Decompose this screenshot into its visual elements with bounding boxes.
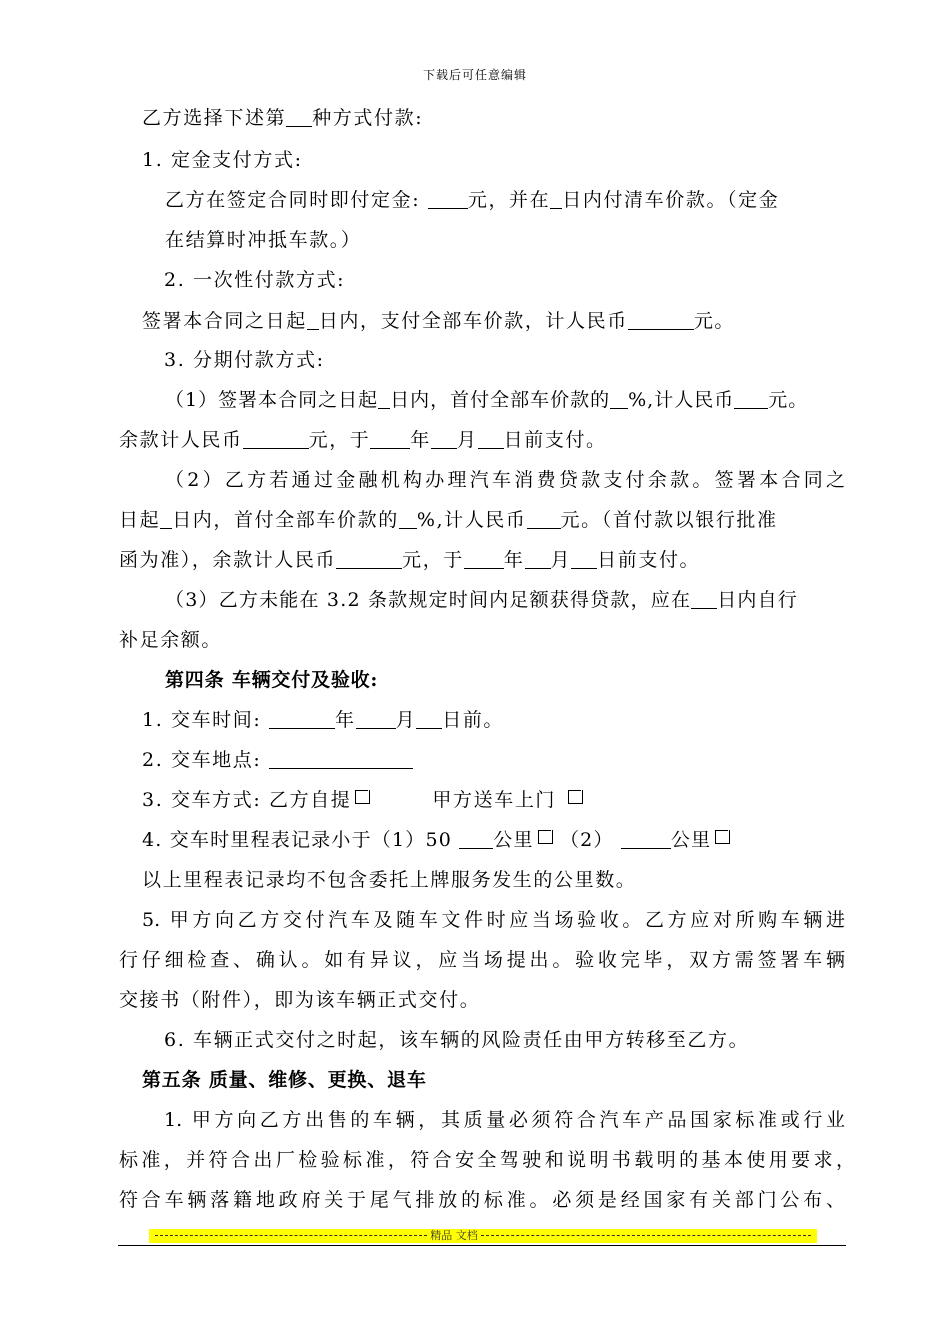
blank-field xyxy=(336,549,402,569)
blank-field xyxy=(269,709,335,729)
footer-watermark xyxy=(149,1229,817,1243)
text: 日前支付。 xyxy=(597,549,701,571)
text: 日前支付。 xyxy=(503,429,607,451)
blank-field xyxy=(370,429,410,449)
checkbox-icon xyxy=(568,790,583,804)
doc-line xyxy=(165,188,779,212)
text: 2. 交车地点: xyxy=(142,749,262,771)
blank-field xyxy=(431,429,457,449)
text: 年 xyxy=(410,429,432,451)
blank-field xyxy=(691,589,717,609)
doc-line xyxy=(165,388,808,412)
text: 日起 xyxy=(119,509,161,531)
blank-field xyxy=(734,389,768,409)
blank-field xyxy=(286,107,312,127)
doc-line: （2）乙方若通过金融机构办理汽车消费贷款支付余款。签署本合同之 xyxy=(165,469,845,491)
text: 日内，首付全部车价款的 xyxy=(390,389,611,411)
blank-field xyxy=(478,429,504,449)
text: 月 xyxy=(550,549,572,571)
doc-line xyxy=(119,548,700,572)
text: 公里 xyxy=(493,829,534,851)
blank-field xyxy=(628,310,694,330)
dashed-line xyxy=(155,1235,427,1236)
blank-field xyxy=(160,509,172,529)
blank-field xyxy=(428,189,468,209)
blank-field xyxy=(399,509,417,529)
blank-field xyxy=(527,509,561,529)
doc-line: 标准，并符合出厂检验标准，符合安全驾驶和说明书载明的基本使用要求， xyxy=(119,1149,855,1171)
blank-field xyxy=(571,549,597,569)
text: %,计人民币 xyxy=(628,389,735,411)
text: （2） xyxy=(559,829,614,851)
text: （3）乙方未能在 3.2 条款规定时间内足额获得贷款，应在 xyxy=(165,589,692,611)
blank-field xyxy=(610,389,628,409)
doc-line xyxy=(165,588,798,612)
text: 签署本合同之日起 xyxy=(142,310,307,332)
text: 1. 交车时间: xyxy=(142,709,262,731)
text: 函为准），余款计人民币 xyxy=(119,549,337,571)
text: 日内，支付全部车价款，计人民币 xyxy=(318,310,628,332)
text: 月 xyxy=(395,709,417,731)
doc-line: 2. 一次性付款方式: xyxy=(164,269,346,291)
blank-field xyxy=(525,549,551,569)
doc-line: 行仔细检查、确认。如有异议，应当场提出。验收完毕，双方需签署车辆 xyxy=(119,949,845,971)
blank-field xyxy=(307,310,319,330)
text: 日内付清车价款。（定金 xyxy=(562,189,780,211)
section-heading: 第五条 质量、维修、更换、退车 xyxy=(142,1069,427,1091)
doc-line xyxy=(142,828,730,852)
checkbox-icon xyxy=(715,830,730,844)
doc-line: 符合车辆落籍地政府关于尾气排放的标准。必须是经国家有关部门公布、 xyxy=(119,1189,845,1211)
text: 3. 交车方式: 乙方自提 xyxy=(142,789,352,811)
blank-field xyxy=(550,189,562,209)
text: （1）签署本合同之日起 xyxy=(165,389,379,411)
text: 乙方在签定合同时即付定金: xyxy=(165,189,421,211)
doc-line: 6. 车辆正式交付之时起，该车辆的风险责任由甲方转移至乙方。 xyxy=(164,1029,750,1051)
text: 公里 xyxy=(670,829,712,851)
page-header: 下载后可任意编辑 xyxy=(422,68,527,82)
blank-field xyxy=(378,389,390,409)
text: 余款计人民币 xyxy=(119,429,243,451)
doc-line: 补足余额。 xyxy=(119,629,223,651)
text: 甲方送车上门 xyxy=(432,789,557,811)
text: 元。（首付款以银行批准 xyxy=(560,509,778,531)
text: 年 xyxy=(335,709,356,731)
dashed-line xyxy=(481,1235,811,1236)
text: 元，于 xyxy=(308,429,371,451)
text: 乙方选择下述第 xyxy=(142,107,287,129)
doc-line: 3. 分期付款方式: xyxy=(164,349,325,371)
doc-line xyxy=(142,748,413,772)
doc-line xyxy=(142,708,504,732)
blank-field xyxy=(269,749,413,769)
doc-line: 以上里程表记录均不包含委托上牌服务发生的公里数。 xyxy=(142,869,637,891)
text: 元，并在 xyxy=(467,189,551,211)
doc-line: 在结算时冲抵车款。） xyxy=(165,229,362,251)
text: 4. 交车时里程表记录小于（1）50 xyxy=(142,829,453,851)
doc-line: 交接书（附件），即为该车辆正式交付。 xyxy=(119,989,481,1011)
text: 年 xyxy=(503,549,525,571)
text: %,计人民币 xyxy=(416,509,527,531)
doc-line xyxy=(142,788,583,812)
text: 日内，首付全部车价款的 xyxy=(172,509,399,531)
blank-field xyxy=(243,429,309,449)
text: 元，于 xyxy=(402,549,464,571)
blank-field xyxy=(621,829,671,849)
doc-line xyxy=(119,508,778,532)
blank-field xyxy=(416,709,442,729)
text: 种方式付款: xyxy=(312,107,424,129)
footer-rule xyxy=(118,1245,846,1246)
doc-line xyxy=(142,309,735,333)
doc-line: 1. 定金支付方式: xyxy=(142,149,303,171)
checkbox-icon xyxy=(538,830,553,844)
doc-line xyxy=(142,106,423,130)
checkbox-icon xyxy=(355,790,370,804)
blank-field xyxy=(464,549,504,569)
doc-line xyxy=(119,428,607,452)
blank-field xyxy=(459,829,493,849)
footer-text: 精品 文档 xyxy=(430,1229,478,1242)
text: 月 xyxy=(457,429,478,451)
text: 元。 xyxy=(768,389,809,411)
blank-field xyxy=(356,709,396,729)
text: 日前。 xyxy=(442,709,505,731)
doc-line: 1. 甲方向乙方出售的车辆，其质量必须符合汽车产品国家标准或行业 xyxy=(164,1109,845,1131)
section-heading: 第四条 车辆交付及验收: xyxy=(165,669,379,691)
text: 日内自行 xyxy=(717,589,798,611)
doc-line: 5. 甲方向乙方交付汽车及随车文件时应当场验收。乙方应对所购车辆进 xyxy=(142,909,845,931)
text: 元。 xyxy=(693,310,736,332)
